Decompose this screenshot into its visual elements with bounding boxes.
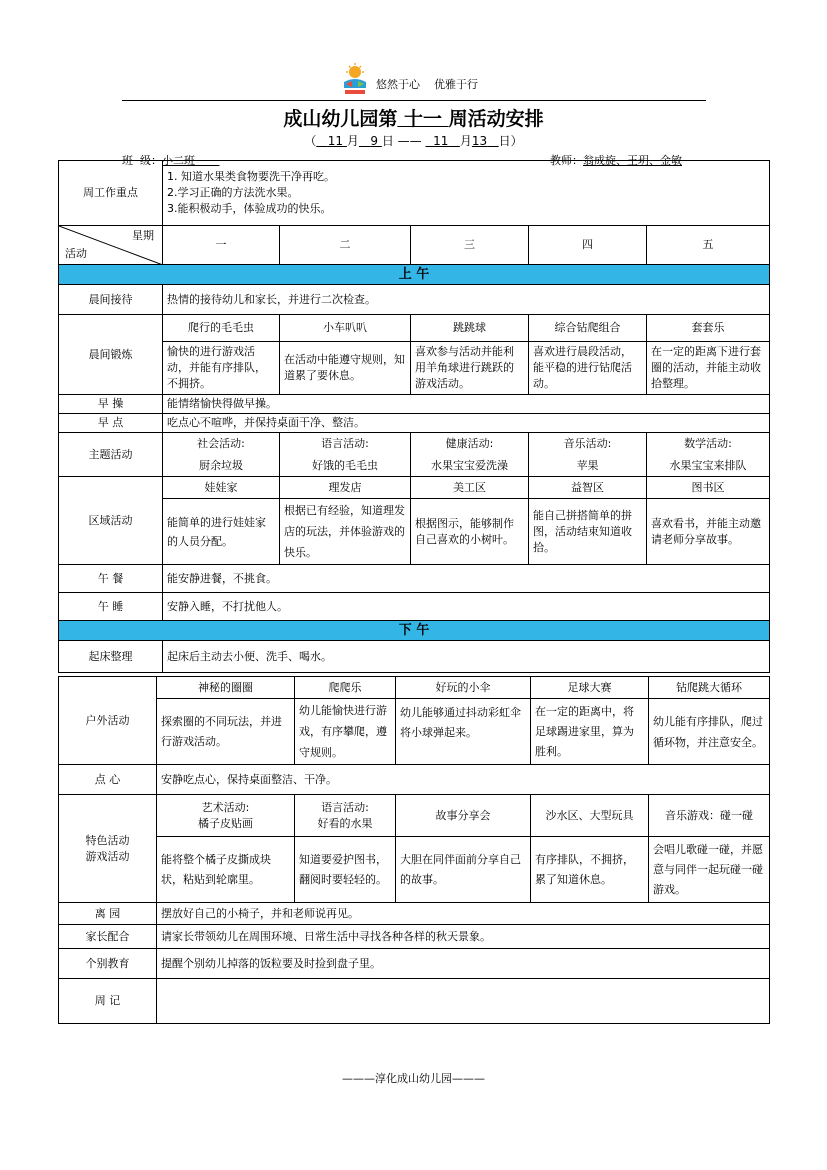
- afternoon-band: 下 午: [59, 621, 770, 641]
- nap-text: 安静入睡，不打扰他人。: [163, 593, 770, 621]
- theme-name: 好饿的毛毛虫: [312, 458, 378, 472]
- focus-label: 周工作重点: [59, 161, 163, 226]
- theme-name: 水果宝宝爱洗澡: [431, 458, 508, 472]
- focus-text: [163, 161, 770, 226]
- leave-label: 离 园: [59, 903, 157, 925]
- motto: 悠然于心 优雅于行: [376, 78, 478, 91]
- afternoon-band-row: [59, 621, 770, 641]
- area-title: 图书区: [647, 477, 770, 499]
- outdoor-title: 爬爬乐: [295, 677, 396, 699]
- footer: ———淳化成山幼儿园———: [342, 1072, 485, 1085]
- area-text: 能自己拼搭简单的拼图，活动结束知道收拾。: [529, 499, 647, 565]
- outdoor-title: 足球大赛: [531, 677, 649, 699]
- class-name: 小二班: [162, 154, 195, 167]
- exercise-text-row: [59, 342, 770, 395]
- class-info: 班 级：小二班: [122, 152, 219, 168]
- gym-row: [59, 395, 770, 414]
- notes-text: [157, 979, 770, 1024]
- special-title: 艺术活动: 橘子皮贴画: [157, 795, 295, 837]
- outdoor-title-row: [59, 677, 770, 699]
- afternoon-snack-row: [59, 765, 770, 795]
- focus-line: 2.学习正确的方法洗水果。: [167, 186, 299, 199]
- theme-row: [59, 433, 770, 477]
- snack-row: [59, 414, 770, 433]
- outdoor-text: 幼儿能愉快进行游戏，有序攀爬，遵守规则。: [295, 699, 396, 765]
- lunch-row: [59, 565, 770, 593]
- reception-row: [59, 285, 770, 315]
- exercise-title: 综合钻爬组合: [529, 315, 647, 342]
- wake-row: [59, 641, 770, 673]
- snack-text: 吃点心不喧哗，并保持桌面干净、整洁。: [163, 414, 770, 433]
- special-title: 语言活动: 好看的水果: [295, 795, 396, 837]
- area-text: 能简单的进行娃娃家的人员分配。: [163, 499, 280, 565]
- focus-row: [59, 161, 770, 226]
- area-text-row: [59, 499, 770, 565]
- lunch-label: 午 餐: [59, 565, 163, 593]
- exercise-label: 晨间锻炼: [59, 315, 163, 395]
- week-number: 十一: [403, 108, 442, 130]
- area-label: 区域活动: [59, 477, 163, 565]
- start-day: 9: [370, 134, 379, 148]
- individual-text: 提醒个别幼儿掉落的饭粒要及时捡到盘子里。: [157, 949, 770, 979]
- nap-row: [59, 593, 770, 621]
- exercise-text: 喜欢进行晨段活动，能平稳的进行钻爬活动。: [529, 342, 647, 395]
- reception-text: 热情的接待幼儿和家长，并进行二次检查。: [163, 285, 770, 315]
- parents-row: [59, 925, 770, 949]
- exercise-text: 愉快的进行游戏活动，并能有序排队，不拥挤。: [163, 342, 280, 395]
- theme-cell: [411, 433, 529, 477]
- leave-row: [59, 903, 770, 925]
- notes-label: 周 记: [59, 979, 157, 1024]
- wake-text: 起床后主动去小便、洗手、喝水。: [163, 641, 770, 673]
- exercise-title: 跳跳球: [411, 315, 529, 342]
- title-suffix: 周活动安排: [448, 108, 544, 130]
- teacher-names: 翁成旋、王玥、金敏: [583, 154, 682, 167]
- special-text: 有序排队，不拥挤，累了知道休息。: [531, 837, 649, 903]
- teacher-info: 教师：翁成旋、王玥、金敏: [550, 154, 682, 167]
- schedule-table-afternoon: [58, 676, 770, 1024]
- outdoor-text: 探索圈的不同玩法，并进行游戏活动。: [157, 699, 295, 765]
- area-text: 根据已有经验，知道理发店的玩法，并体验游戏的快乐。: [280, 499, 411, 565]
- afternoon-snack-label: 点 心: [59, 765, 157, 795]
- gym-text: 能情绪愉快得做早操。: [163, 395, 770, 414]
- leave-text: 摆放好自己的小椅子，并和老师说再见。: [157, 903, 770, 925]
- theme-cell: [647, 433, 770, 477]
- area-title: 益智区: [529, 477, 647, 499]
- special-title: 沙水区、大型玩具: [531, 795, 649, 837]
- theme-cell: [529, 433, 647, 477]
- snack-label: 早 点: [59, 414, 163, 433]
- outdoor-text: 在一定的距离中，将足球踢进家里，算为胜利。: [531, 699, 649, 765]
- theme-cell: [280, 433, 411, 477]
- theme-name: 水果宝宝来排队: [669, 458, 747, 472]
- title-prefix: 成山幼儿园第: [283, 108, 398, 130]
- theme-type: 数学活动:: [684, 436, 732, 450]
- wake-label: 起床整理: [59, 641, 163, 673]
- theme-type: 音乐活动:: [563, 436, 612, 450]
- special-label-line: 游戏活动: [85, 849, 130, 863]
- parents-label: 家长配合: [59, 925, 157, 949]
- individual-label: 个别教育: [59, 949, 157, 979]
- special-label-line: 特色活动: [85, 833, 130, 847]
- page-title: [0, 104, 827, 131]
- focus-line: 3.能积极动手，体验成功的快乐。: [167, 202, 332, 215]
- afternoon-snack-text: 安静吃点心，保持桌面整洁、干净。: [157, 765, 770, 795]
- special-title-row: [59, 795, 770, 837]
- end-day: 13: [471, 134, 488, 148]
- exercise-title-row: [59, 315, 770, 342]
- end-month: 11: [433, 134, 449, 148]
- focus-line: 1. 知道水果类食物要洗干净再吃。: [167, 170, 335, 183]
- area-title: 理发店: [280, 477, 411, 499]
- kindergarten-logo: [340, 62, 370, 96]
- weekday-header-row: [59, 226, 770, 265]
- special-title: 音乐游戏：碰一碰: [649, 795, 770, 837]
- parents-text: 请家长带领幼儿在周围环境、日常生活中寻找各种各样的秋天景象。: [157, 925, 770, 949]
- header-rule: [122, 100, 706, 101]
- special-text: 知道要爱护图书，翻阅时要轻轻的。: [295, 837, 396, 903]
- special-title: 故事分享会: [396, 795, 531, 837]
- theme-type: 健康活动:: [445, 436, 494, 450]
- exercise-title: 小车叭叭: [280, 315, 411, 342]
- theme-name: 苹果: [576, 458, 599, 472]
- reception-label: 晨间接待: [59, 285, 163, 315]
- area-title: 美工区: [411, 477, 529, 499]
- exercise-text: 在一定的距离下进行套圈的活动，并能主动收拾整理。: [647, 342, 770, 395]
- notes-row: [59, 979, 770, 1024]
- exercise-title: 爬行的毛毛虫: [163, 315, 280, 342]
- exercise-text: 在活动中能遵守规则，知道累了要休息。: [280, 342, 411, 395]
- special-label: [59, 795, 157, 903]
- area-text: 根据图示，能够制作自己喜欢的小树叶。: [411, 499, 529, 565]
- theme-type: 社会活动:: [197, 436, 245, 450]
- morning-band: 上 午: [59, 265, 770, 285]
- day-friday: 五: [647, 226, 770, 265]
- outdoor-text-row: [59, 699, 770, 765]
- diagonal-header-cell: [59, 226, 163, 265]
- outdoor-label: 户外活动: [59, 677, 157, 765]
- schedule-table-morning: [58, 160, 770, 673]
- day-monday: 一: [163, 226, 280, 265]
- day-thursday: 四: [529, 226, 647, 265]
- exercise-text: 喜欢参与活动并能利用羊角球进行跳跃的游戏活动。: [411, 342, 529, 395]
- special-text: 大胆在同伴面前分享自己的故事。: [396, 837, 531, 903]
- activity-label: 活动: [65, 247, 87, 260]
- outdoor-title: 好玩的小伞: [396, 677, 531, 699]
- start-month: 11: [327, 134, 344, 148]
- special-text-row: [59, 837, 770, 903]
- special-text: 会唱儿歌碰一碰，并愿意与同伴一起玩碰一碰游戏。: [649, 837, 770, 903]
- outdoor-text: 幼儿能有序排队，爬过循环物，并注意安全。: [649, 699, 770, 765]
- theme-cell: [163, 433, 280, 477]
- week-label: 星期: [132, 229, 154, 242]
- area-text: 喜欢看书，并能主动邀请老师分享故事。: [647, 499, 770, 565]
- special-text: 能将整个橘子皮撕成块状，粘贴到轮廓里。: [157, 837, 295, 903]
- date-range: （ 11 月 9 日 —— 11 月13 日）: [304, 134, 523, 148]
- gym-label: 早 操: [59, 395, 163, 414]
- day-wednesday: 三: [411, 226, 529, 265]
- theme-name: 厨余垃圾: [199, 458, 243, 472]
- outdoor-text: 幼儿能够通过抖动彩虹伞将小球弹起来。: [396, 699, 531, 765]
- morning-band-row: [59, 265, 770, 285]
- outdoor-title: 钻爬跳大循环: [649, 677, 770, 699]
- theme-type: 语言活动:: [321, 436, 369, 450]
- individual-row: [59, 949, 770, 979]
- outdoor-title: 神秘的圈圈: [157, 677, 295, 699]
- area-title: 娃娃家: [163, 477, 280, 499]
- area-title-row: [59, 477, 770, 499]
- day-tuesday: 二: [280, 226, 411, 265]
- lunch-text: 能安静进餐，不挑食。: [163, 565, 770, 593]
- theme-label: 主题活动: [59, 433, 163, 477]
- nap-label: 午 睡: [59, 593, 163, 621]
- exercise-title: 套套乐: [647, 315, 770, 342]
